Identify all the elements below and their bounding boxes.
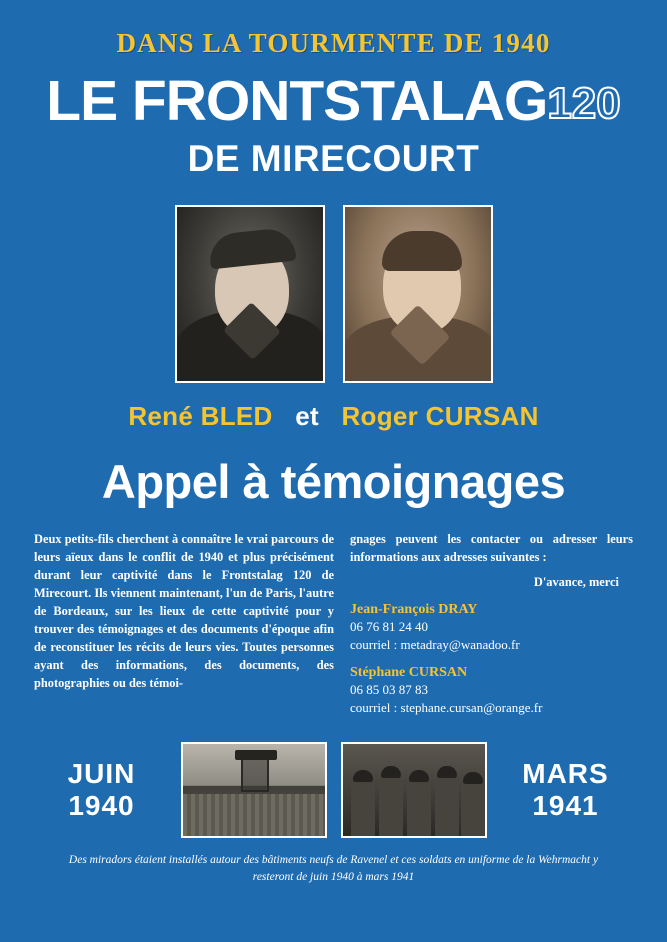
contact-stephane-cursan [350, 665, 633, 716]
bottom-photo-row [0, 742, 667, 838]
body-text-columns [34, 531, 633, 716]
poster-title-sub: DE MIRECOURT [187, 138, 480, 179]
contact-1-email[interactable]: courriel : metadray@wanadoo.fr [350, 636, 520, 652]
contact-2-phone[interactable]: 06 85 03 87 83 [350, 682, 428, 698]
soldier-figure [379, 774, 403, 836]
helmet-icon [409, 770, 429, 782]
helmet-icon [463, 772, 483, 784]
body-thanks: D'avance, merci [533, 574, 619, 589]
portrait-rene-bled [175, 205, 325, 383]
name-conjunction: et [295, 401, 319, 431]
call-for-testimonies-heading: Appel à témoignages [101, 455, 566, 508]
mirador-photo-ground [183, 794, 327, 836]
mirador-tower-icon [241, 758, 269, 792]
body-right-column [350, 531, 633, 716]
body-right-lead: gnages peuvent les contacter ou adresser leurs informations aux adresses suivantes : [350, 532, 633, 564]
body-left-column: Deux petits-fils cherchent à connaître le vrai parcours de leurs aïeux dans le conflit de 1940 et plus précisément durant leur captivité dans le Frontstalag 120 de Mirecourt. Ils viennent maintenant, l'un de Paris, l'autre de Bordeaux, sur les lieux de cette captivité pour y trouver des témoignages et des documents d'époque afin de reconstituer les récits de leurs vies. Toutes personnes ayant des informations, des documents, des photographies ou des témoi- [34, 532, 334, 690]
poster-title-main-text: LE FRONTSTALAG [46, 69, 548, 133]
name-first: René BLED [128, 401, 273, 431]
date-left [37, 758, 167, 822]
portraits-row [0, 205, 667, 383]
mirador-photo [181, 742, 327, 838]
contact-1-phone[interactable]: 06 76 81 24 40 [350, 618, 428, 634]
soldier-figure [407, 774, 431, 836]
contact-2-name: Stéphane CURSAN [350, 665, 468, 681]
contact-1-name: Jean-François DRAY [350, 601, 478, 617]
poster-title-number: 120 [547, 79, 621, 128]
helmet-icon [381, 766, 401, 778]
soldier-figure [351, 774, 375, 836]
date-right-line1: MARS [522, 757, 609, 789]
portrait-right-hair [382, 231, 462, 271]
soldats-wehrmacht-photo [341, 742, 487, 838]
contact-jean-francois-dray [350, 602, 633, 653]
helmet-icon [353, 770, 373, 782]
soldier-figure [435, 774, 459, 836]
bottom-caption: Des miradors étaient installés autour des bâtiments neufs de Ravenel et ces soldats en uniforme de la Wehrmacht y resteront de juin 1940 à mars 1941 [68, 854, 599, 884]
contact-2-email[interactable]: courriel : stephane.cursan@orange.fr [350, 699, 543, 715]
poster-kicker: DANS LA TOURMENTE DE 1940 [116, 28, 551, 58]
date-right-line2: 1941 [532, 790, 599, 822]
poster-title-main [0, 69, 667, 133]
date-left-line1: JUIN [67, 757, 136, 789]
date-left-line2: 1940 [68, 790, 135, 822]
portrait-roger-cursan [343, 205, 493, 383]
name-second: Roger CURSAN [341, 401, 539, 431]
portrait-names [0, 401, 667, 432]
helmet-icon [437, 766, 457, 778]
date-right [501, 758, 631, 822]
